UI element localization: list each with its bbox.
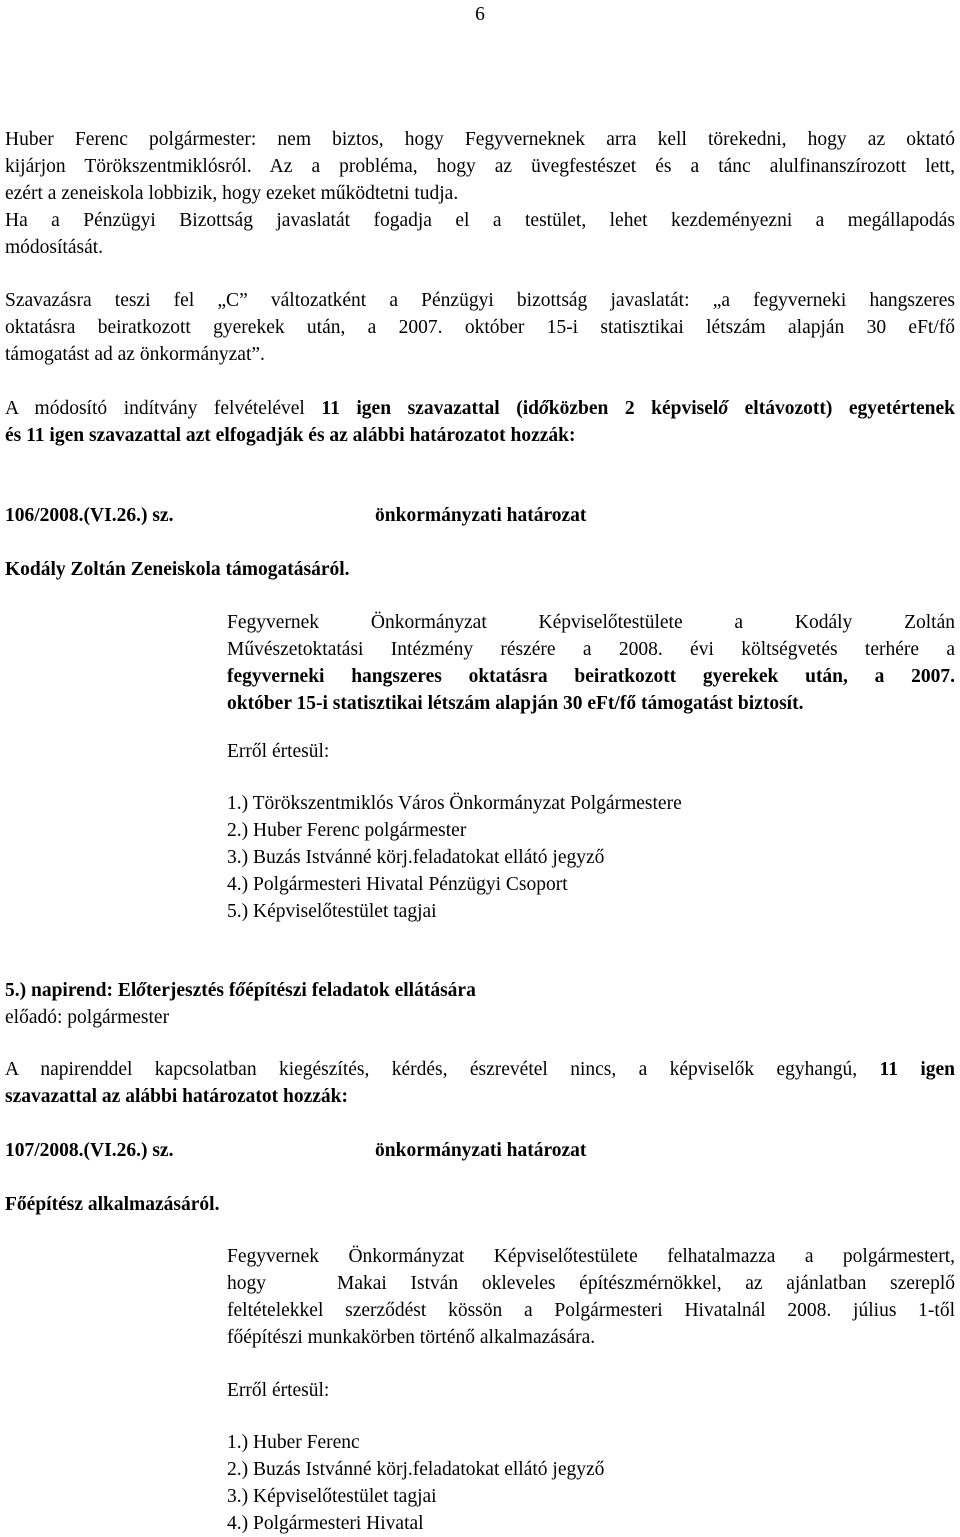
- paragraph-vote-proposal: [5, 287, 955, 368]
- resolution-body: [227, 609, 955, 717]
- text-span-italic: ő: [235, 980, 246, 1001]
- text-span-bold-italic: ő: [538, 398, 549, 419]
- notify-list: [227, 1429, 955, 1537]
- text-span-italic: ő: [136, 980, 147, 1001]
- list-item: 3.) Buzás Istvánné körj.feladatokat ellátó jegyző: [227, 847, 605, 868]
- text-line: támogatást ad az önkormányzat”.: [5, 344, 265, 365]
- text-line: Művészetoktatási Intézmény részére a 2008. évi költségvetés terhére a: [227, 639, 955, 660]
- resolution-type: önkormányzati határozat: [375, 1140, 587, 1161]
- text-line: főépítészi munkakörben történő alkalmazására.: [227, 1327, 596, 1348]
- resolution-number: 106/2008.(VI.26.) sz.: [5, 505, 174, 526]
- notify-list: [227, 790, 955, 925]
- text-line: kijárjon Törökszentmiklósról. Az a probléma, hogy az üvegfestészet és a tánc alulfinanszírozott lett,: [5, 156, 955, 177]
- text-line: Szavazásra teszi fel „C” változatként a Pénzügyi bizottság javaslatát: „a fegyverneki hangszeres: [5, 290, 955, 311]
- text-line: Fegyvernek Önkormányzat Képviselőtestülete felhatalmazza a polgármestert,: [227, 1246, 955, 1267]
- text-line: Ha a Pénzügyi Bizottság javaslatát fogadja el a testület, lehet kezdeményezni a megállapodás: [5, 210, 955, 231]
- text-line: [5, 1056, 955, 1083]
- text-line: október 15-i statisztikai létszám alapján 30 eFt/fő támogatást biztosít.: [227, 693, 804, 714]
- resolution-number: 107/2008.(VI.26.) sz.: [5, 1140, 174, 1161]
- text-line: feltételekkel szerződést kössön a Polgármesteri Hivatalnál 2008. július 1-től: [227, 1300, 955, 1321]
- text-span-bold-italic: ő: [718, 398, 729, 419]
- list-item: 1.) Törökszentmiklós Város Önkormányzat Polgármestere: [227, 793, 682, 814]
- text-line: és 11 igen szavazattal azt elfogadják és az alábbi határozatot hozzák:: [5, 425, 576, 446]
- text-line: fegyverneki hangszeres oktatásra beiratkozott gyerekek után, a 2007.: [227, 666, 955, 687]
- text-line: ezért a zeneiskola lobbizik, hogy ezeket működtetni tudja.: [5, 183, 459, 204]
- paragraph-vote-result: [5, 395, 955, 449]
- text-line: Fegyvernek Önkormányzat Képviselőtestülete a Kodály Zoltán: [227, 612, 955, 633]
- text-line: oktatásra beiratkozott gyerekek után, a 2007. október 15-i statisztikai létszám alapján 30 eFt/fő: [5, 317, 955, 338]
- text-span: 5.) napirend: El: [5, 980, 137, 1001]
- text-span-bold: 11 igen: [879, 1059, 956, 1080]
- text-span-bold: 11 igen szavazattal (id: [321, 398, 539, 419]
- text-span: A napirenddel kapcsolatban kiegészítés, kérdés, észrevétel nincs, a képviselők egyhangú,: [5, 1059, 880, 1080]
- page-number: 6: [475, 4, 485, 25]
- list-item: 5.) Képviselőtestület tagjai: [227, 901, 437, 922]
- list-item: 2.) Buzás Istvánné körj.feladatokat ellátó jegyző: [227, 1459, 605, 1480]
- text-line: Huber Ferenc polgármester: nem biztos, hogy Fegyverneknek arra kell törekedni, hogy az oktató: [5, 129, 955, 150]
- paragraph-mayor-statement: [5, 126, 955, 261]
- resolution-type: önkormányzati határozat: [375, 505, 587, 526]
- list-item: 4.) Polgármesteri Hivatal Pénzügyi Csoport: [227, 874, 568, 895]
- text-line: módosítását.: [5, 237, 104, 258]
- list-item: 4.) Polgármesteri Hivatal: [227, 1513, 424, 1534]
- text-line: szavazattal az alábbi határozatot hozzák:: [5, 1086, 349, 1107]
- text-line: [5, 395, 955, 422]
- resolution-header: [5, 1137, 955, 1164]
- text-line: hogy Makai István okleveles építészmérnökkel, az ajánlatban szereplő: [227, 1273, 955, 1294]
- notify-label: Erről értesül:: [227, 741, 330, 762]
- resolution-title: Főépítész alkalmazásáról.: [5, 1194, 220, 1215]
- text-span: építészi feladatok ellátására: [245, 980, 476, 1001]
- text-span-bold: eltávozott) egyetértenek: [728, 398, 956, 419]
- resolution-body: [227, 1243, 955, 1351]
- text-span-bold: közben 2 képvisel: [548, 398, 719, 419]
- text-span: terjesztés f: [146, 980, 236, 1001]
- agenda-presenter: előadó: polgármester: [5, 1007, 170, 1028]
- resolution-header: [5, 502, 955, 529]
- agenda-heading: [5, 977, 955, 1004]
- resolution-title: Kodály Zoltán Zeneiskola támogatásáról.: [5, 559, 350, 580]
- list-item: 2.) Huber Ferenc polgármester: [227, 820, 467, 841]
- list-item: 1.) Huber Ferenc: [227, 1432, 360, 1453]
- text-span: A módosító indítvány felvételével: [5, 398, 322, 419]
- paragraph-agenda-vote: [5, 1056, 955, 1110]
- list-item: 3.) Képviselőtestület tagjai: [227, 1486, 437, 1507]
- notify-label: Erről értesül:: [227, 1380, 330, 1401]
